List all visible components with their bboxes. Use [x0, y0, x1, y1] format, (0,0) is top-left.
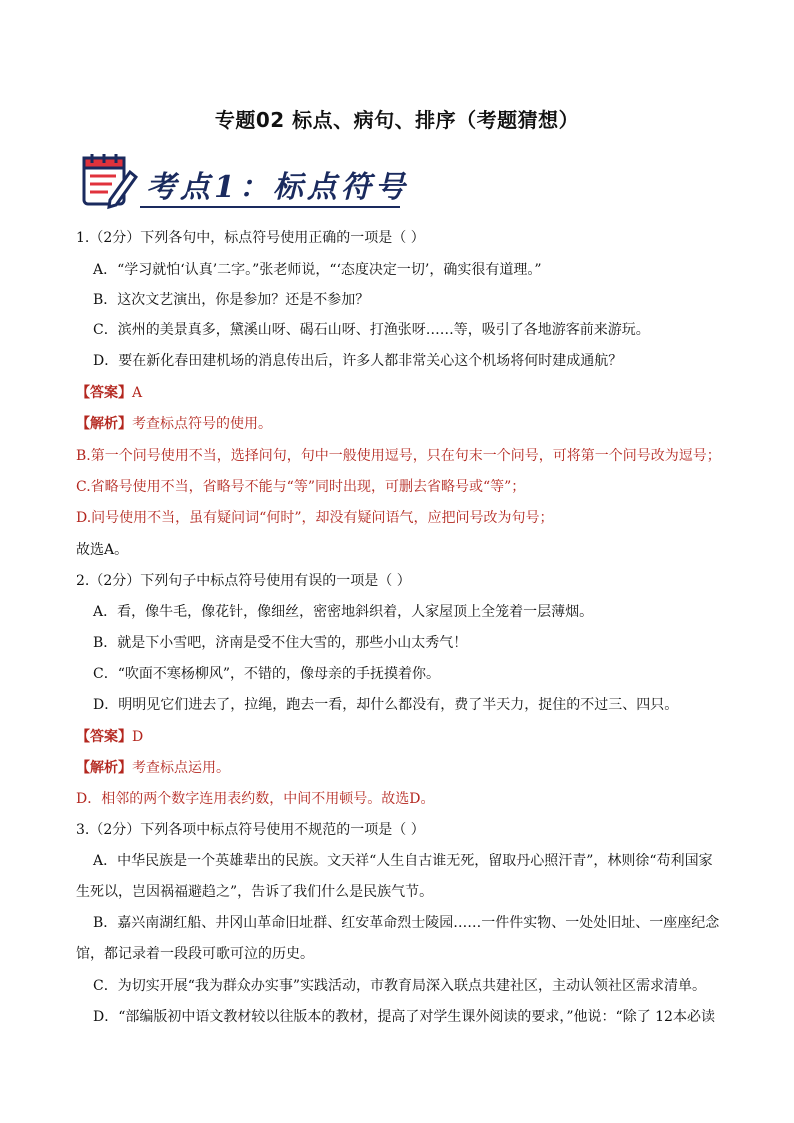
answer-value: A — [132, 385, 143, 401]
question-1-detail-d: D.问号使用不当，虽有疑问词“何时”，却没有疑问语气，应把问号改为句号； — [76, 510, 554, 526]
question-1-detail-c: C.省略号使用不当，省略号不能与“等”同时出现，可删去省略号或“等”； — [76, 479, 526, 495]
question-1-detail-b: B.第一个问号使用不当，选择问句，句中一般使用逗号，只在句末一个问号，可将第一个问号改为逗号； — [76, 448, 721, 464]
question-2-option-b: B．就是下小雪吧，济南是受不住大雪的，那些小山太秀气！ — [93, 635, 468, 651]
section-heading: 考点1：标点符号 — [146, 170, 409, 205]
banner-divider — [140, 206, 400, 208]
question-2-detail: D．相邻的两个数字连用表约数，中间不用顿号。故选D。 — [76, 791, 435, 807]
question-2-stem: 2.（2分）下列句子中标点符号使用有误的一项是（ ） — [76, 573, 411, 589]
question-1-answer — [76, 383, 142, 403]
page-title: 专题02 标点、病句、排序（考题猜想） — [214, 108, 580, 132]
question-1-analysis — [76, 414, 272, 434]
notepad-pencil-icon — [78, 150, 138, 210]
answer-tag: 【答案】 — [76, 385, 132, 401]
question-1-stem: 1.（2分）下列各句中，标点符号使用正确的一项是（ ） — [76, 230, 425, 246]
question-3-option-a-line2: 生死以，岂因祸福避趋之”，告诉了我们什么是民族气节。 — [76, 884, 434, 900]
analysis-tag: 【解析】 — [76, 416, 132, 432]
question-3-option-d: D．“部编版初中语文教材较以往版本的教材，提高了对学生课外阅读的要求，”他说：“除了 12本必读 — [93, 1009, 715, 1025]
answer-value: D — [132, 729, 144, 745]
question-3-stem: 3.（2分）下列各项中标点符号使用不规范的一项是（ ） — [76, 822, 425, 838]
question-2-option-c: C．“吹面不寒杨柳风”，不错的，像母亲的手抚摸着你。 — [93, 666, 441, 682]
question-2-analysis — [76, 758, 230, 778]
question-2-answer — [76, 727, 143, 747]
question-1-option-d: D．要在新化春田建机场的消息传出后，许多人都非常关心这个机场将何时建成通航？ — [93, 353, 623, 369]
question-3-option-b-line2: 馆，都记录着一段段可歌可泣的历史。 — [76, 946, 314, 962]
question-2-option-a: A．看，像牛毛，像花针，像细丝，密密地斜织着，人家屋顶上全笼着一层薄烟。 — [93, 604, 594, 620]
section-banner — [78, 150, 409, 210]
question-3-option-a-line1: A．中华民族是一个英雄辈出的民族。文天祥“人生自古谁无死，留取丹心照汗青”，林则徐“苟利国家 — [93, 853, 713, 869]
analysis-text: 考查标点运用。 — [132, 760, 230, 776]
question-1-option-c: C．滨州的美景真多，黛溪山呀、碣石山呀、打渔张呀……等，吸引了各地游客前来游玩。 — [93, 322, 650, 338]
question-2-option-d: D．明明见它们进去了，拉绳，跑去一看，却什么都没有，费了半天力，捉住的不过三、四只。 — [93, 697, 679, 713]
answer-tag: 【答案】 — [76, 729, 132, 745]
question-3-option-c: C．为切实开展“我为群众办实事”实践活动，市教育局深入联点共建社区，主动认领社区需求清单。 — [93, 978, 707, 994]
analysis-text: 考查标点符号的使用。 — [132, 416, 272, 432]
question-3-option-b-line1: B．嘉兴南湖红船、井冈山革命旧址群、红安革命烈士陵园……一件件实物、一处处旧址、一座座纪念 — [93, 915, 720, 931]
question-1-option-a: A．“学习就怕‘认真’二字。”张老师说，“‘态度决定一切’，确实很有道理。” — [93, 262, 542, 278]
analysis-tag: 【解析】 — [76, 760, 132, 776]
question-1-option-b: B．这次文艺演出，你是参加？还是不参加？ — [93, 292, 370, 308]
question-1-conclusion: 故选A。 — [76, 542, 129, 558]
